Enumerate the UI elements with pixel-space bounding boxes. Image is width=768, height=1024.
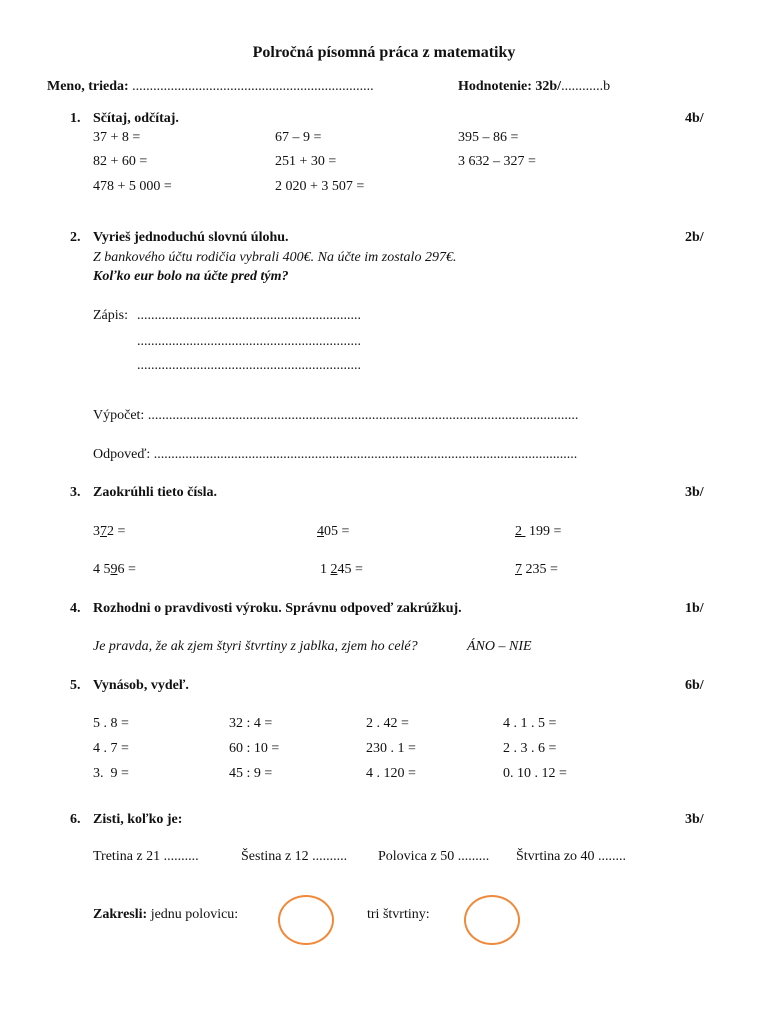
s1-item: 2 020 + 3 507 = — [275, 179, 365, 194]
s5-item: 4 . 1 . 5 = — [503, 716, 557, 731]
zapis-line: ................................................................ — [137, 358, 361, 373]
zapis-line: ................................................................ — [137, 334, 361, 349]
s5-item: 5 . 8 = — [93, 716, 129, 731]
score-dots: ............b — [561, 79, 611, 94]
rounding-number: 7 235 = — [515, 562, 558, 577]
section-3-number: 3. — [70, 485, 81, 500]
score-label: Hodnotenie: 32b/ — [458, 79, 562, 94]
page-title: Polročná písomná práca z matematiky — [252, 44, 516, 61]
s5-item: 2 . 42 = — [366, 716, 409, 731]
section-4-heading: Rozhodni o pravdivosti výroku. Správnu odpoveď zakrúžkuj. — [93, 601, 462, 616]
section-3-points: 3b/ — [685, 485, 704, 500]
section-2-heading: Vyrieš jednoduchú slovnú úlohu. — [93, 230, 289, 245]
name-dots: ..................................................................... — [132, 79, 374, 94]
s1-item: 67 – 9 = — [275, 130, 322, 145]
section-5-heading: Vynásob, vydeľ. — [93, 678, 189, 693]
rounding-number: 2 199 = — [515, 524, 562, 539]
word-problem-question: Koľko eur bolo na účte pred tým? — [93, 269, 289, 284]
section-4-points: 1b/ — [685, 601, 704, 616]
rounding-number: 1 245 = — [320, 562, 363, 577]
s6-item: Šestina z 12 .......... — [241, 849, 348, 864]
s5-item: 0. 10 . 12 = — [503, 766, 567, 781]
s6-item: Tretina z 21 .......... — [93, 849, 199, 864]
three-quarters-circle-shape[interactable] — [464, 895, 520, 945]
s5-item: 230 . 1 = — [366, 741, 416, 756]
word-problem-text: Z bankového účtu rodičia vybrali 400€. Na účte im zostalo 297€. — [93, 250, 457, 265]
s5-item: 4 . 7 = — [93, 741, 129, 756]
section-3-heading: Zaokrúhli tieto čísla. — [93, 485, 218, 500]
s1-item: 251 + 30 = — [275, 154, 337, 169]
s1-item: 478 + 5 000 = — [93, 179, 172, 194]
odpoved-line: Odpoveď: ......................................................................................................................... — [93, 447, 578, 462]
s1-item: 37 + 8 = — [93, 130, 141, 145]
s5-item: 2 . 3 . 6 = — [503, 741, 557, 756]
section-5-points: 6b/ — [685, 678, 704, 693]
draw-three-quarters-label: tri štvrtiny: — [367, 907, 430, 922]
s5-item: 3. 9 = — [93, 766, 129, 781]
vypocet-line: Výpočet: ........................................................................................................................... — [93, 408, 579, 423]
zapis-label: Zápis: — [93, 308, 128, 323]
rounding-number: 405 = — [317, 524, 350, 539]
s5-item: 4 . 120 = — [366, 766, 416, 781]
true-false-statement: Je pravda, že ak zjem štyri štvrtiny z jablka, zjem ho celé? — [93, 639, 418, 654]
section-1-heading: Sčítaj, odčítaj. — [93, 111, 179, 126]
name-label: Meno, trieda: — [47, 79, 129, 94]
s5-item: 60 : 10 = — [229, 741, 280, 756]
s1-item: 82 + 60 = — [93, 154, 148, 169]
section-6-points: 3b/ — [685, 812, 704, 827]
section-1-points: 4b/ — [685, 111, 704, 126]
section-6-number: 6. — [70, 812, 81, 827]
section-4-number: 4. — [70, 601, 81, 616]
section-2-points: 2b/ — [685, 230, 704, 245]
s5-item: 32 : 4 = — [229, 716, 273, 731]
draw-half-label: jednu polovicu: — [150, 907, 239, 922]
section-6-heading: Zisti, koľko je: — [93, 812, 183, 827]
true-false-answer[interactable]: ÁNO – NIE — [467, 639, 532, 654]
section-1-number: 1. — [70, 111, 81, 126]
s6-item: Štvrtina zo 40 ........ — [516, 849, 627, 864]
s6-item: Polovica z 50 ......... — [378, 849, 490, 864]
s5-item: 45 : 9 = — [229, 766, 273, 781]
zapis-line: ................................................................ — [137, 308, 361, 323]
section-2-number: 2. — [70, 230, 81, 245]
rounding-number: 372 = — [93, 524, 126, 539]
score-line — [458, 79, 610, 95]
draw-label: Zakresli: — [93, 907, 148, 922]
draw-task — [93, 907, 238, 923]
section-5-number: 5. — [70, 678, 81, 693]
half-circle-shape[interactable] — [278, 895, 334, 945]
rounding-number: 4 596 = — [93, 562, 136, 577]
s1-item: 3 632 – 327 = — [458, 154, 536, 169]
s1-item: 395 – 86 = — [458, 130, 519, 145]
name-line — [47, 79, 374, 95]
